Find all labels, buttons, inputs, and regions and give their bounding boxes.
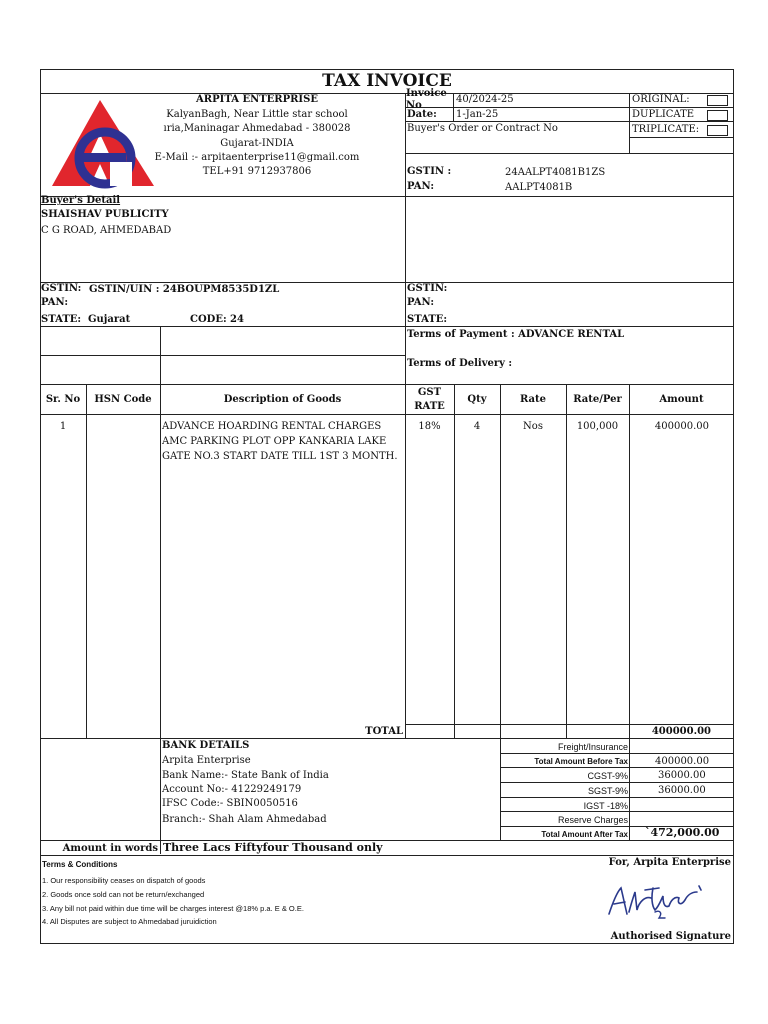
- buyer-code: 24: [230, 314, 244, 325]
- igst-label: IGST -18%: [583, 801, 628, 811]
- copy-duplicate-label: DUPLICATE: [632, 109, 695, 120]
- buyer-gstin: GSTIN/UIN : 24BOUPM8535D1ZL: [89, 284, 280, 295]
- invoice-date-label: Date:: [407, 109, 437, 120]
- invoice-no-label: Invoice No: [406, 88, 447, 111]
- row-sr: 1: [59, 421, 67, 432]
- condition-item: 1. Our responsibility ceases on dispatch of goods: [42, 876, 206, 885]
- consignee-state-label: STATE:: [407, 314, 448, 325]
- invoice-no: 40/2024-25: [456, 94, 514, 105]
- seller-name: ARPITA ENTERPRISE: [196, 94, 318, 105]
- sgst-label: SGST-9%: [587, 786, 628, 796]
- condition-item: 2. Goods once sold can not be return/exchanged: [42, 890, 205, 899]
- copy-triplicate-label: TRIPLICATE:: [632, 124, 700, 135]
- total-amount: 400000.00: [651, 726, 711, 737]
- copy-original-checkbox[interactable]: [707, 95, 728, 106]
- buyer-state: Gujarat: [88, 314, 131, 325]
- row-amount: 400000.00: [654, 421, 709, 432]
- bank-name: Bank Name:- State Bank of India: [162, 770, 329, 781]
- after-tax-value: `472,000.00: [645, 826, 720, 839]
- col-header-rate: Rate: [519, 394, 546, 405]
- seller-gstin-label: GSTIN :: [407, 166, 452, 177]
- seller-email: E-Mail :- arpitaenterprise11@gmail.com: [154, 152, 360, 163]
- consignee-pan-label: PAN:: [407, 297, 435, 308]
- row-gst-rate: 18%: [418, 421, 441, 432]
- copy-original-label: ORIGINAL:: [632, 94, 690, 105]
- terms-delivery-label: Terms of Delivery :: [407, 358, 513, 369]
- terms-payment-label: Terms of Payment: [407, 329, 508, 340]
- amount-words: Three Lacs Fiftyfour Thousand only: [163, 841, 383, 854]
- buyer-order-label: Buyer's Order or Contract No: [407, 123, 558, 134]
- signature-for: For, Arpita Enterprise: [608, 857, 731, 868]
- row-description-line1: ADVANCE HOARDING RENTAL CHARGES: [162, 421, 382, 432]
- seller-phone: TEL+91 9712937806: [202, 166, 312, 177]
- buyer-pan-label: PAN:: [41, 297, 69, 308]
- seller-pan-label: PAN:: [407, 181, 435, 192]
- cgst-value: 36000.00: [658, 770, 706, 781]
- buyer-name: SHAISHAV PUBLICITY: [41, 209, 169, 220]
- buyer-state-label: STATE:: [41, 314, 82, 325]
- condition-item: 4. All Disputes are subject to Ahmedabad juruidiction: [42, 917, 217, 926]
- sgst-value: 36000.00: [658, 785, 706, 796]
- before-tax-label: Total Amount Before Tax: [534, 757, 628, 766]
- before-tax-value: 400000.00: [655, 756, 710, 767]
- row-rate-per: 100,000: [576, 421, 619, 432]
- consignee-gstin-label: GSTIN:: [407, 283, 448, 294]
- condition-item: 3. Any bill not paid within due time will be charges interest @18% p.a. E & O.E.: [42, 904, 304, 913]
- col-header-hsn: HSN Code: [94, 394, 152, 405]
- buyer-code-label: CODE:: [190, 314, 227, 325]
- freight-label: Freight/Insurance: [557, 742, 628, 752]
- col-header-amount: Amount: [659, 394, 704, 405]
- col-header-sr: Sr. No: [45, 394, 81, 405]
- row-description-line2: AMC PARKING PLOT OPP KANKARIA LAKE: [162, 436, 387, 447]
- invoice-date: 1-Jan-25: [456, 109, 499, 120]
- buyer-heading: Buyer's Detail: [41, 195, 121, 206]
- row-description-line3: GATE NO.3 START DATE TILL 1ST 3 MONTH.: [162, 451, 398, 462]
- col-header-qty: Qty: [467, 394, 487, 405]
- col-header-description: Description of Goods: [223, 394, 342, 405]
- copy-duplicate-checkbox[interactable]: [707, 110, 728, 121]
- buyer-gstin-label: GSTIN:: [41, 283, 82, 294]
- handwritten-signature: [605, 882, 715, 922]
- total-label: TOTAL: [365, 726, 403, 737]
- seller-pan: AALPT4081B: [505, 182, 573, 193]
- authorised-signature-label: Authorised Signature: [610, 931, 731, 942]
- reserve-label: Reserve Charges: [557, 815, 628, 825]
- invoice-no-cell: [406, 88, 453, 111]
- after-tax-label: Total Amount After Tax: [541, 830, 628, 839]
- row-qty: 4: [473, 421, 481, 432]
- col-header-gst: GST: [417, 387, 442, 398]
- buyer-address: C G ROAD, AHMEDABAD: [41, 225, 172, 236]
- col-header-gst-rate: RATE: [414, 401, 445, 412]
- seller-address-line1: KalyanBagh, Near Little star school: [166, 109, 348, 120]
- terms-payment: : ADVANCE RENTAL: [511, 329, 625, 340]
- bank-account-no: Account No:- 41229249179: [162, 784, 302, 795]
- seller-gstin: 24AALPT4081B1ZS: [505, 167, 606, 178]
- copy-triplicate-checkbox[interactable]: [707, 125, 728, 136]
- bank-heading: BANK DETAILS: [162, 740, 250, 751]
- seller-address-line3: Gujarat-INDIA: [220, 138, 294, 149]
- bank-account-name: Arpita Enterprise: [162, 755, 251, 766]
- seller-address-line2: ıria,Maninagar Ahmedabad - 380028: [163, 123, 351, 134]
- company-logo: [50, 98, 156, 192]
- bank-ifsc: IFSC Code:- SBIN0050516: [162, 798, 298, 809]
- amount-words-label: Amount in words: [62, 843, 158, 854]
- row-rate: Nos: [523, 421, 543, 432]
- invoice-title: TAX INVOICE: [322, 71, 452, 91]
- conditions-heading: Terms & Conditions: [42, 860, 118, 869]
- bank-branch: Branch:- Shah Alam Ahmedabad: [162, 814, 327, 825]
- cgst-label: CGST-9%: [587, 771, 628, 781]
- col-header-rate-per: Rate/Per: [573, 394, 622, 405]
